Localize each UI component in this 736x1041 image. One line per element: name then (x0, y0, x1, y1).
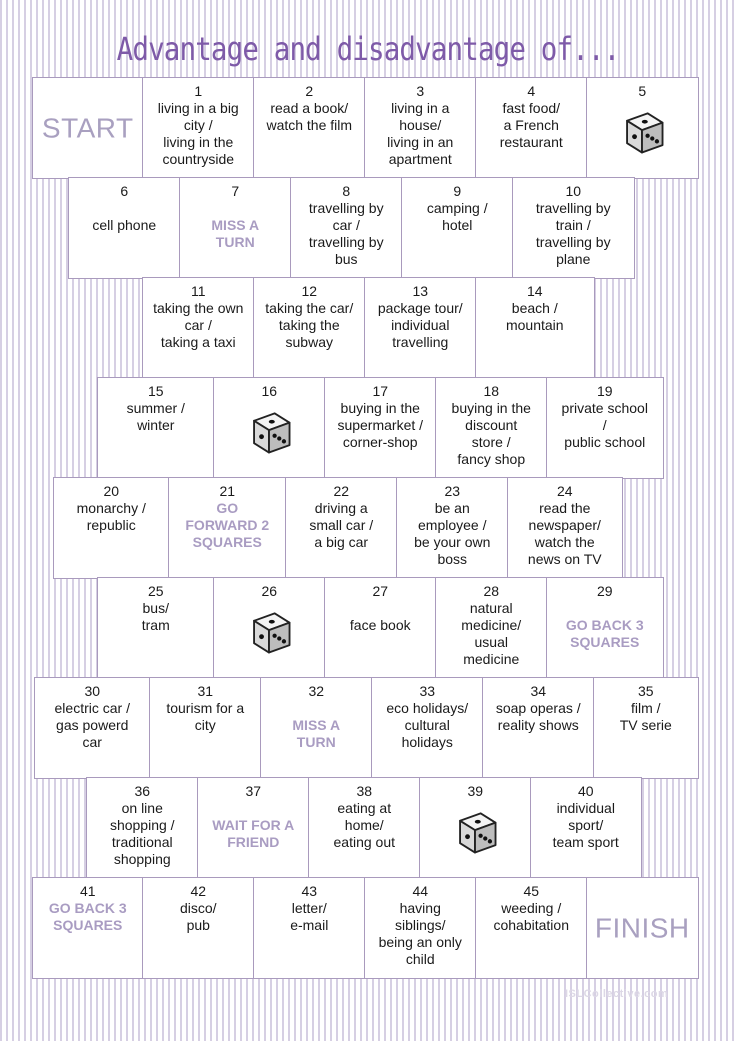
square-topic: buying in the discount store / fancy shop (451, 400, 531, 467)
square-topic: buying in the supermarket / corner-shop (337, 400, 424, 450)
square-number: 15 (147, 383, 164, 399)
board-square-44 (364, 877, 477, 979)
board-square-42 (142, 877, 255, 979)
square-number: 26 (261, 583, 278, 599)
square-topic: on line shopping / traditional shopping (109, 800, 175, 867)
board-square-38 (308, 777, 421, 879)
board-square-33 (371, 677, 484, 779)
square-number: 25 (147, 583, 164, 599)
square-number: 9 (453, 183, 462, 199)
board-square-23 (396, 477, 509, 579)
board-square-34 (482, 677, 595, 779)
square-number: 38 (356, 783, 373, 799)
square-topic: driving a small car / a big car (309, 500, 374, 550)
square-topic: living in a house/ living in an apartment (387, 100, 454, 167)
square-topic: camping / hotel (426, 200, 488, 233)
square-topic: travelling by train / travelling by plane (535, 200, 611, 267)
square-number: 45 (523, 883, 540, 899)
board-square-12 (253, 277, 366, 379)
square-topic: taking the car/ taking the subway (265, 300, 354, 350)
square-number: 7 (231, 183, 240, 199)
board-square-18 (435, 377, 548, 479)
square-topic: film / TV serie (619, 700, 672, 733)
square-number: 41 (79, 883, 96, 899)
square-topic: read the newspaper/ watch the news on TV (527, 500, 602, 567)
board-square-31 (149, 677, 262, 779)
square-number: 31 (197, 683, 214, 699)
square-number: 24 (556, 483, 573, 499)
square-topic: taking the own car / taking a taxi (153, 300, 244, 350)
square-topic: individual sport/ team sport (552, 800, 619, 850)
board-square-35 (593, 677, 699, 779)
square-topic: electric car / gas powerd car (54, 700, 130, 750)
square-number: 33 (419, 683, 436, 699)
square-topic: read a book/ watch the film (266, 100, 353, 133)
board-square-39 (419, 777, 532, 879)
board-square-27 (324, 577, 437, 679)
board-square-30 (34, 677, 151, 779)
square-topic: beach / mountain (505, 300, 564, 333)
dice-icon (241, 404, 297, 460)
finish-square (586, 877, 699, 979)
board-square-6 (68, 177, 181, 279)
square-number: 8 (342, 183, 351, 199)
board-square-5 (586, 77, 699, 179)
square-topic: private school / public school (561, 400, 648, 450)
square-number: 22 (333, 483, 350, 499)
board-square-32 (260, 677, 373, 779)
square-number: 30 (84, 683, 101, 699)
square-number: 5 (638, 83, 647, 99)
square-topic: summer / winter (126, 400, 185, 433)
square-number: 6 (120, 183, 129, 199)
board-square-17 (324, 377, 437, 479)
square-number: 37 (245, 783, 262, 799)
square-number: 12 (301, 283, 318, 299)
dice-icon (447, 804, 503, 860)
board-square-45 (475, 877, 588, 979)
board-square-25 (97, 577, 215, 679)
board-square-21 (168, 477, 287, 579)
board-square-3 (364, 77, 477, 179)
dice-icon (614, 104, 670, 160)
square-number: 32 (308, 683, 325, 699)
board-square-43 (253, 877, 366, 979)
board-square-7 (179, 177, 292, 279)
square-number: 42 (190, 883, 207, 899)
square-number: 40 (577, 783, 594, 799)
square-topic: disco/ pub (179, 900, 217, 933)
square-number: 18 (483, 383, 500, 399)
board-square-15 (97, 377, 215, 479)
square-topic: be an employee / be your own boss (414, 500, 491, 567)
square-topic: monarchy / republic (76, 500, 146, 533)
page-title: Advantage and disadvantage of... (116, 30, 620, 68)
square-instruction: GO BACK 3 SQUARES (48, 900, 127, 933)
board-square-2 (253, 77, 366, 179)
square-number: 19 (596, 383, 613, 399)
finish-label: FINISH (594, 912, 690, 944)
board-square-4 (475, 77, 588, 179)
board-square-8 (290, 177, 403, 279)
square-number: 4 (527, 83, 536, 99)
square-topic: letter/ e-mail (290, 900, 329, 933)
board-square-13 (364, 277, 477, 379)
square-number: 10 (565, 183, 582, 199)
board-square-11 (142, 277, 255, 379)
square-topic: cell phone (92, 217, 157, 233)
square-topic: bus/ tram (141, 600, 170, 633)
start-label: START (41, 112, 134, 144)
square-number: 23 (444, 483, 461, 499)
square-topic: having siblings/ being an only child (378, 900, 462, 967)
square-topic: tourism for a city (166, 700, 245, 733)
square-instruction: MISS A TURN (211, 217, 260, 250)
board-square-20 (53, 477, 170, 579)
square-topic: fast food/ a French restaurant (499, 100, 563, 150)
square-number: 20 (103, 483, 120, 499)
square-topic: soap operas / reality shows (495, 700, 581, 733)
square-instruction: GO FORWARD 2 SQUARES (185, 500, 270, 550)
board-square-36 (86, 777, 199, 879)
board-square-14 (475, 277, 595, 379)
board-square-9 (401, 177, 514, 279)
square-number: 21 (219, 483, 236, 499)
dice-icon (241, 604, 297, 660)
square-number: 44 (412, 883, 429, 899)
square-topic: travelling by car / travelling by bus (308, 200, 384, 267)
square-number: 2 (305, 83, 314, 99)
board-square-40 (530, 777, 642, 879)
square-number: 36 (134, 783, 151, 799)
board-square-16 (213, 377, 326, 479)
square-instruction: GO BACK 3 SQUARES (565, 617, 644, 650)
square-number: 13 (412, 283, 429, 299)
square-instruction: WAIT FOR A FRIEND (212, 817, 295, 850)
board-square-28 (435, 577, 548, 679)
square-number: 3 (416, 83, 425, 99)
board-square-22 (285, 477, 398, 579)
square-number: 34 (530, 683, 547, 699)
square-number: 27 (372, 583, 389, 599)
board-square-19 (546, 377, 664, 479)
square-topic: face book (349, 617, 411, 633)
square-number: 17 (372, 383, 389, 399)
square-instruction: MISS A TURN (292, 717, 341, 750)
board-square-37 (197, 777, 310, 879)
square-topic: natural medicine/ usual medicine (461, 600, 522, 667)
square-number: 14 (526, 283, 543, 299)
square-number: 39 (467, 783, 484, 799)
square-topic: eco holidays/ cultural holidays (386, 700, 469, 750)
board-square-26 (213, 577, 326, 679)
start-square (32, 77, 144, 179)
square-number: 29 (596, 583, 613, 599)
square-number: 11 (190, 283, 206, 299)
board-square-24 (507, 477, 623, 579)
watermark: ISLCollective.com (565, 988, 669, 1000)
board-square-1 (142, 77, 255, 179)
board-square-10 (512, 177, 635, 279)
square-number: 35 (637, 683, 654, 699)
board-square-41 (32, 877, 144, 979)
square-topic: package tour/ individual travelling (377, 300, 463, 350)
square-number: 16 (261, 383, 278, 399)
square-topic: living in a big city / living in the countryside (157, 100, 239, 167)
square-number: 1 (194, 83, 203, 99)
square-topic: eating at home/ eating out (333, 800, 395, 850)
board-square-29 (546, 577, 664, 679)
square-number: 43 (301, 883, 318, 899)
square-topic: weeding / cohabitation (493, 900, 569, 933)
square-number: 28 (483, 583, 500, 599)
